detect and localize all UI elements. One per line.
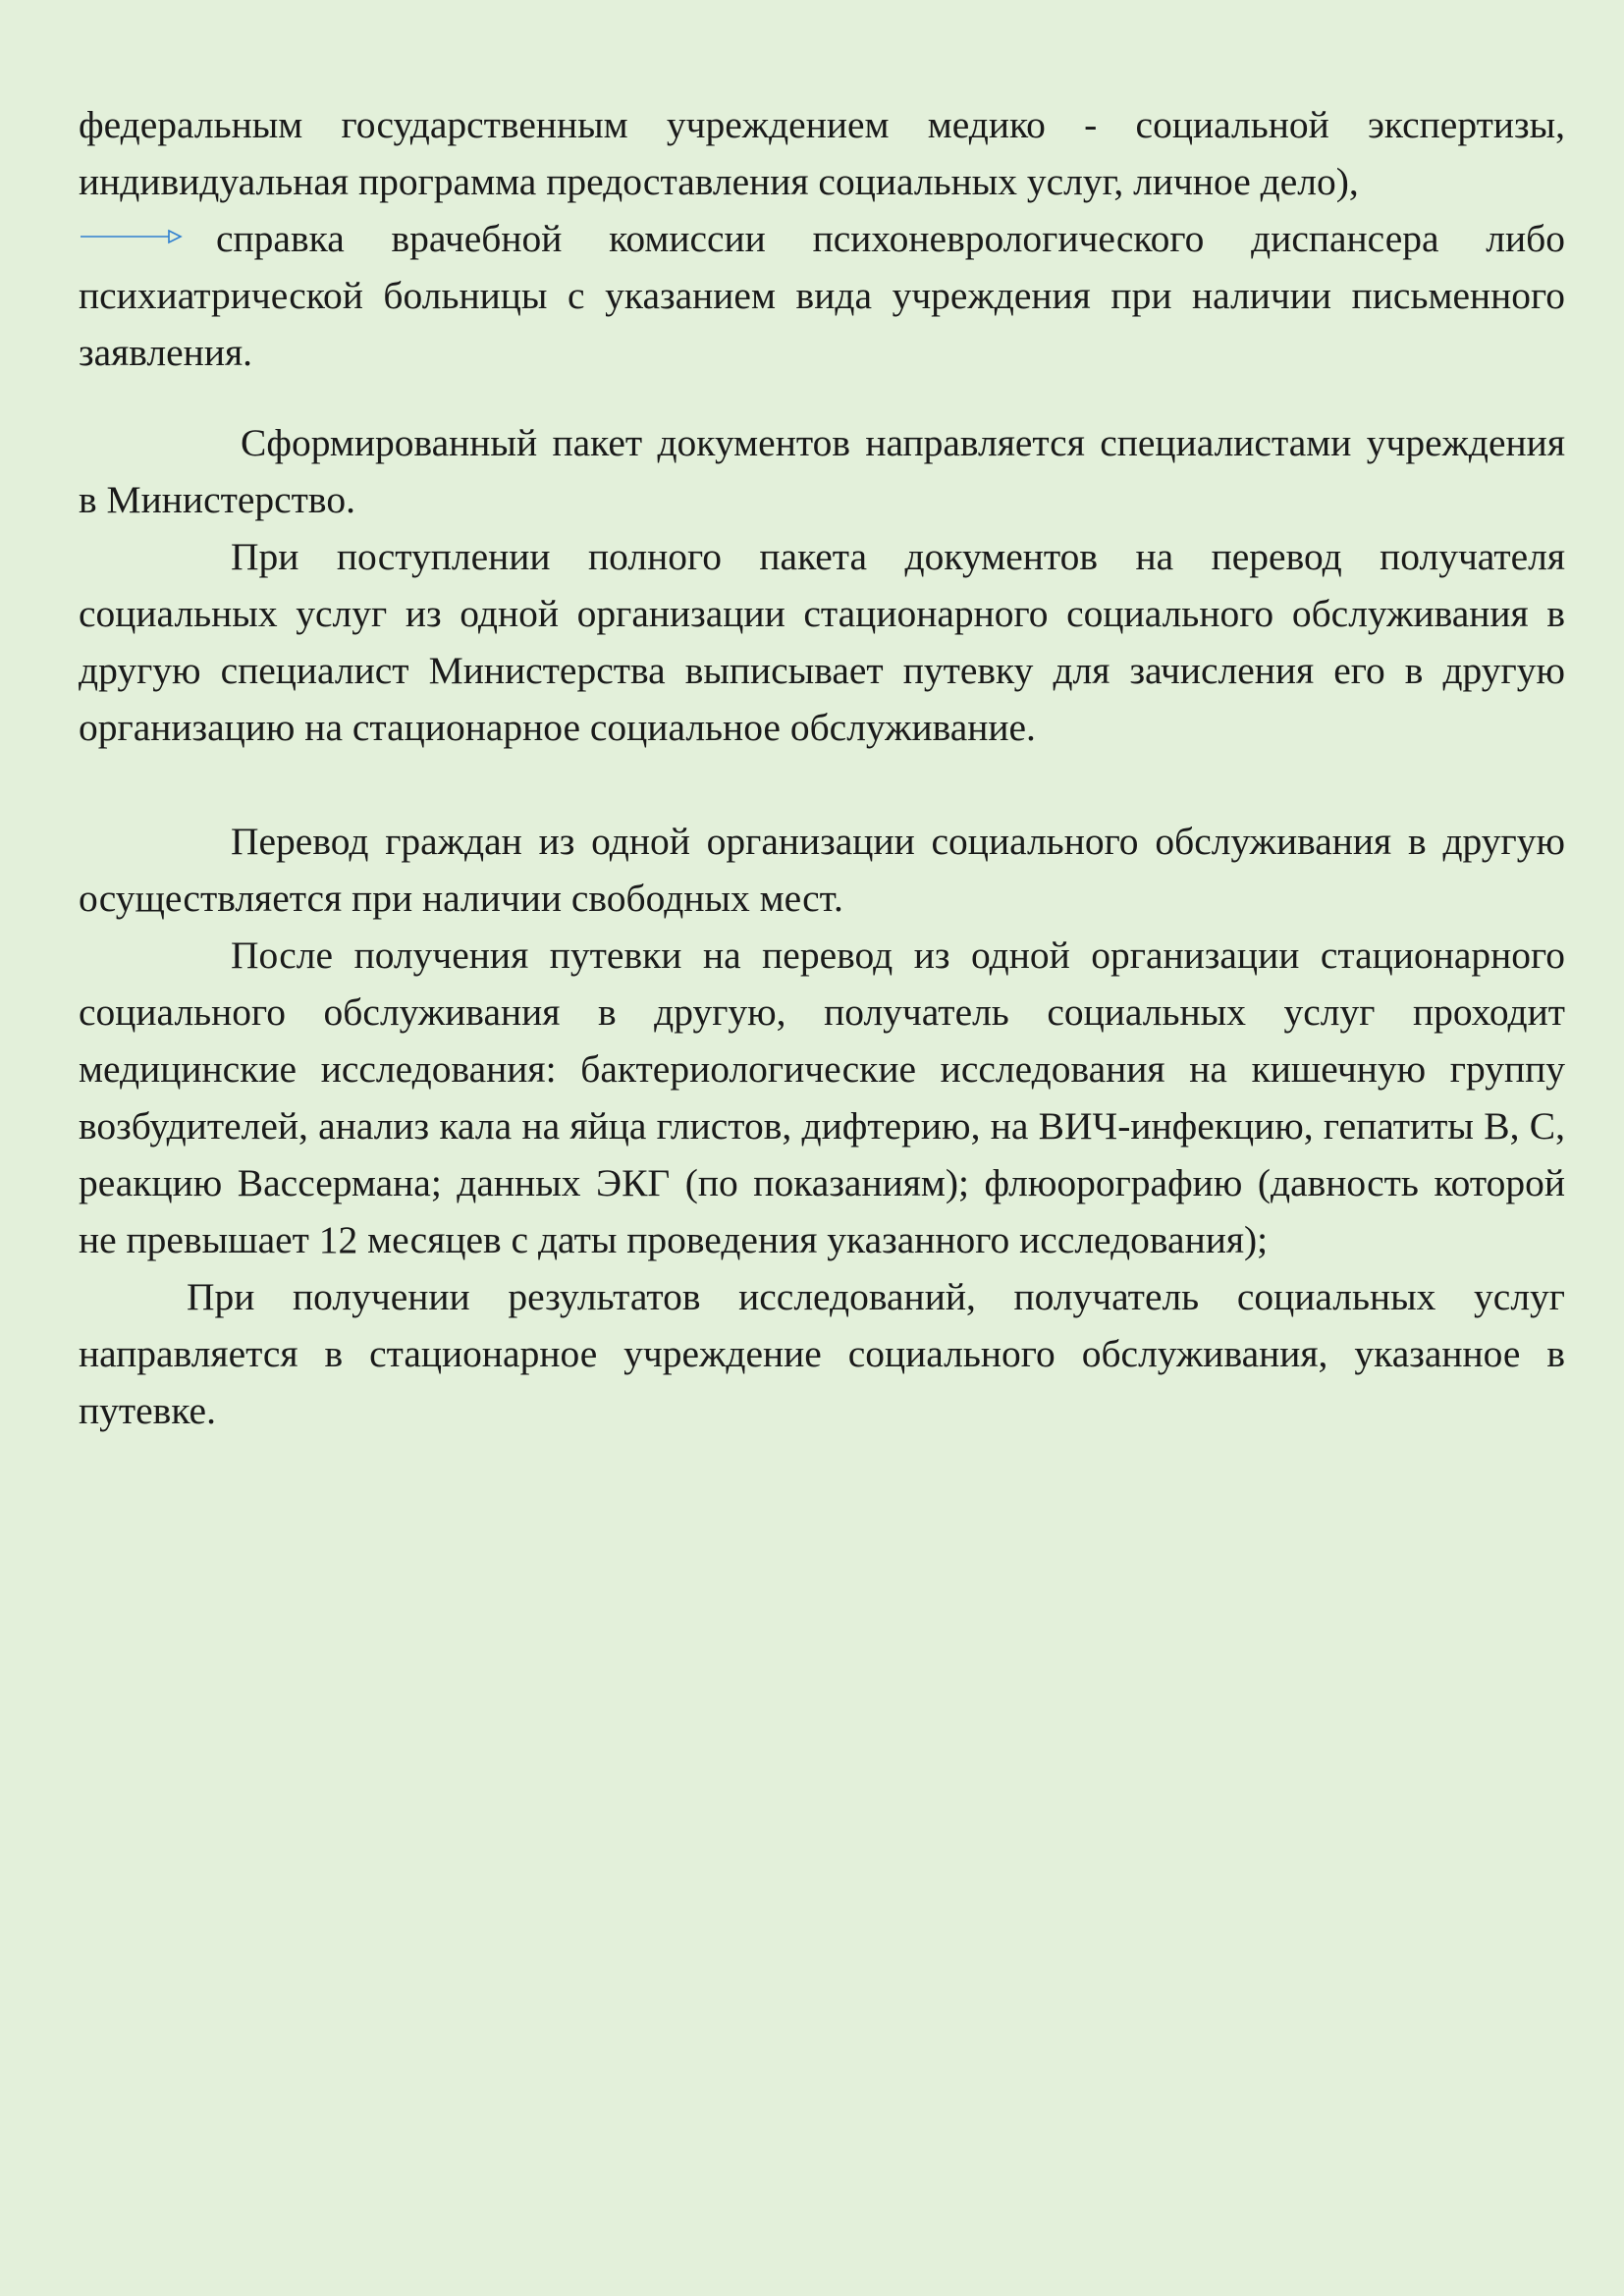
paragraph-7: При получении результатов исследований, получатель социальных услуг направляется в стационарное учреждение социального обслуживания, указанное в путевке. bbox=[79, 1275, 1565, 1432]
paragraph-1: федеральным государственным учреждением медико - социальной экспертизы, индивидуальная программа предоставления социальных услуг, личное дело), bbox=[79, 103, 1565, 203]
bullet-paragraph bbox=[79, 210, 1565, 381]
paragraph-5: Перевод граждан из одной организации социального обслуживания в другую осуществляется при наличии свободных мест. bbox=[79, 820, 1565, 920]
paragraph-3: Сформированный пакет документов направляется специалистами учреждения в Министерство. bbox=[79, 421, 1565, 521]
paragraph-6: После получения путевки на перевод из одной организации стационарного социального обслуживания в другую, получатель социальных услуг проходит медицинские исследования: бактериологические исследования на кишечную группу возбудителей, анализ кала на яйца глистов, дифтерию, на ВИЧ-инфекцию, гепатиты В, С, реакцию Вассермана; данных ЭКГ (по показаниям); флюорографию (давность которой не превышает 12 месяцев с даты проведения указанного исследования); bbox=[79, 934, 1565, 1261]
bullet-text: справка врачебной комиссии психоневрологического диспансера либо психиатрической больницы с указанием вида учреждения при наличии письменного заявления. bbox=[79, 217, 1565, 374]
arrow-right-icon bbox=[79, 227, 187, 246]
paragraph-4: При поступлении полного пакета документов на перевод получателя социальных услуг из одной организации стационарного социального обслуживания в другую специалист Министерства выписывает путевку для зачисления его в другую организацию на стационарное социальное обслуживание. bbox=[79, 535, 1565, 749]
